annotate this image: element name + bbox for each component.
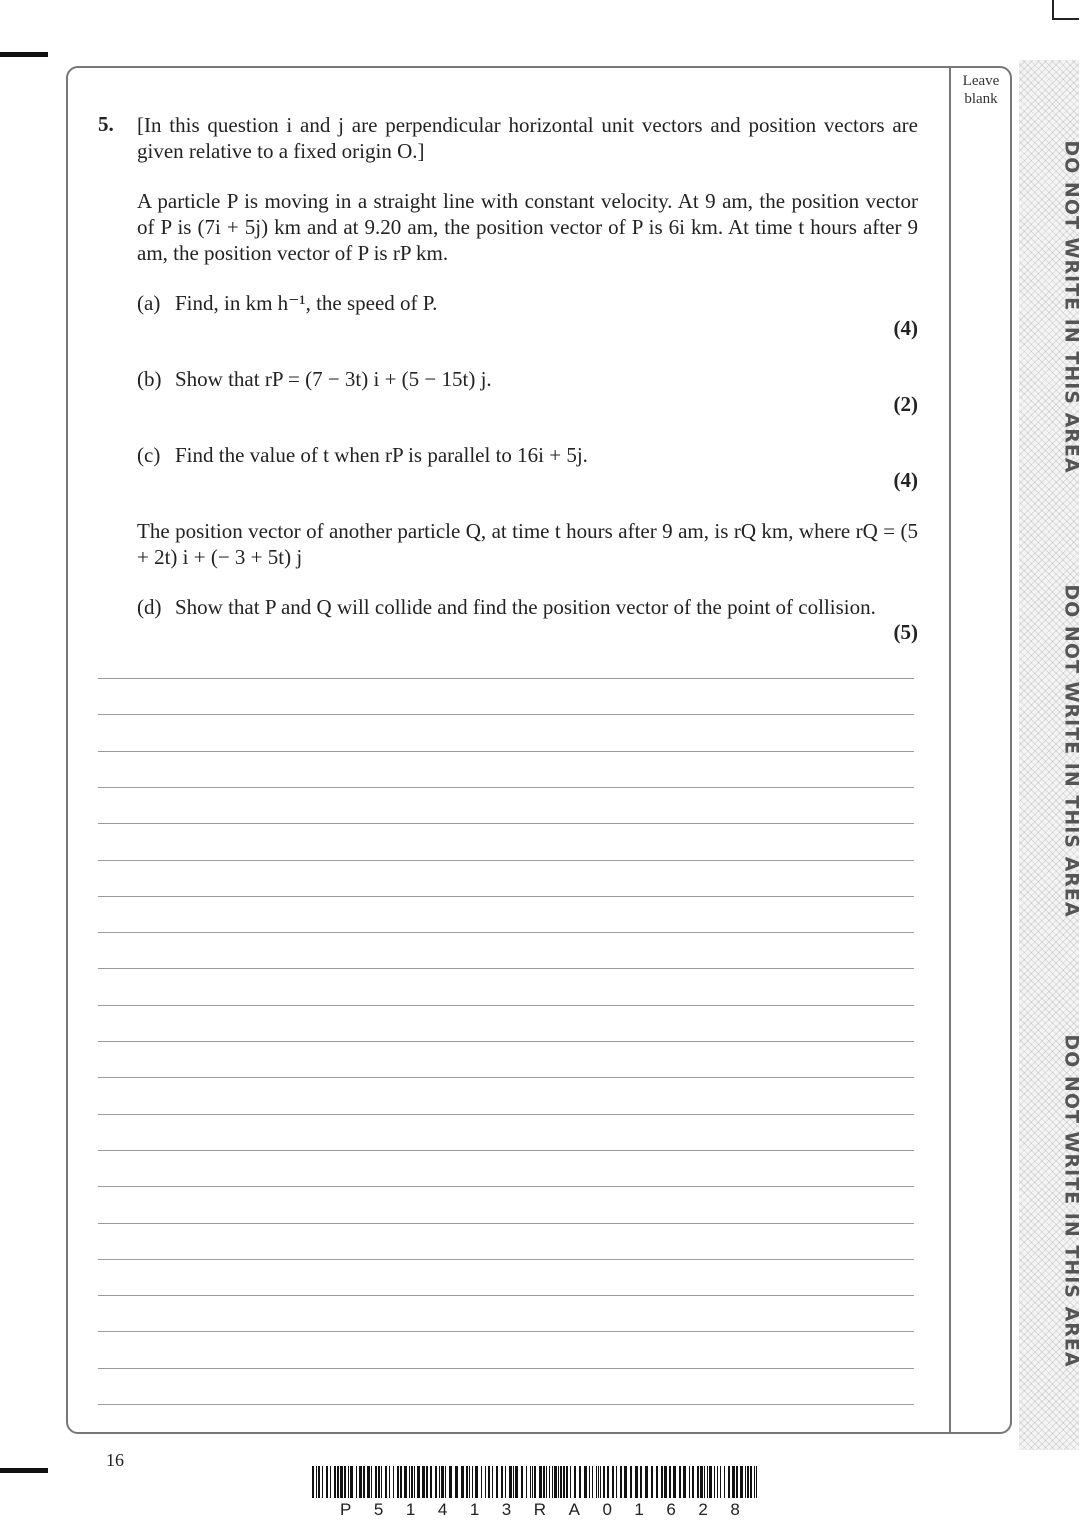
barcode	[312, 1466, 762, 1498]
barcode-bar	[683, 1466, 686, 1498]
barcode-bar	[445, 1466, 446, 1498]
barcode-bar	[664, 1466, 667, 1498]
barcode-bar	[747, 1466, 749, 1498]
answer-line[interactable]	[98, 1114, 914, 1115]
barcode-bar	[441, 1466, 444, 1498]
answer-line[interactable]	[98, 1404, 914, 1405]
barcode-bar	[700, 1466, 703, 1498]
barcode-digit: 3	[501, 1500, 512, 1519]
answer-line[interactable]	[98, 1077, 914, 1078]
barcode-digit: 1	[405, 1500, 416, 1519]
part-c	[137, 442, 918, 468]
barcode-bar	[600, 1466, 601, 1498]
question-intro	[137, 188, 918, 266]
do-not-write-label-2: DO NOT WRITE IN THIS AREA	[1060, 584, 1083, 918]
part-c-label: (c)	[137, 443, 161, 467]
barcode-bar	[439, 1466, 440, 1498]
barcode-bar	[509, 1466, 512, 1498]
barcode-bar	[417, 1466, 420, 1498]
barcode-bar	[740, 1466, 743, 1498]
answer-line[interactable]	[98, 1223, 914, 1224]
barcode-bar	[661, 1466, 663, 1498]
barcode-bar	[598, 1466, 599, 1498]
barcode-bar	[732, 1466, 735, 1498]
barcode-bar	[389, 1466, 390, 1498]
barcode-bar	[750, 1466, 752, 1498]
barcode-bar	[689, 1466, 690, 1498]
barcode-bar	[616, 1466, 617, 1498]
part-b-label: (b)	[137, 367, 162, 391]
barcode-bar	[344, 1466, 346, 1498]
barcode-bar	[492, 1466, 493, 1498]
barcode-bar	[375, 1466, 377, 1498]
answer-line[interactable]	[98, 823, 914, 824]
leave-blank-column-divider	[949, 67, 951, 1433]
barcode-bar	[472, 1466, 473, 1498]
answer-line[interactable]	[98, 1041, 914, 1042]
barcode-bar	[426, 1466, 428, 1498]
part-a-marks: (4)	[893, 316, 918, 340]
leave-blank-text: Leave blank	[962, 73, 1000, 107]
barcode-digit: 2	[698, 1500, 708, 1519]
barcode-digit: 6	[666, 1500, 676, 1519]
barcode-digit: 8	[730, 1500, 740, 1519]
answer-line[interactable]	[98, 714, 914, 715]
part-a-label: (a)	[137, 291, 161, 315]
barcode-bar	[411, 1466, 413, 1498]
part-c-marks: (4)	[893, 468, 918, 492]
barcode-bar	[717, 1466, 718, 1498]
barcode-bar	[312, 1466, 314, 1498]
part-d-text: Show that P and Q will collide and find the position vector of the point of collision.	[175, 595, 876, 619]
barcode-bar	[651, 1466, 653, 1498]
barcode-bar	[656, 1466, 658, 1498]
barcode-bar	[707, 1466, 708, 1498]
answer-line[interactable]	[98, 932, 914, 933]
barcode-bar	[673, 1466, 676, 1498]
barcode-bar	[378, 1466, 380, 1498]
answer-line[interactable]	[98, 896, 914, 897]
part-b-marks: (2)	[893, 392, 918, 416]
answer-line[interactable]	[98, 1331, 914, 1332]
question-number: 5.	[98, 112, 114, 136]
part-d	[137, 594, 918, 620]
barcode-bar	[461, 1466, 464, 1498]
barcode-bar	[334, 1466, 336, 1498]
answer-line[interactable]	[98, 968, 914, 969]
barcode-bar	[475, 1466, 478, 1498]
barcode-bar	[466, 1466, 468, 1498]
barcode-bar	[692, 1466, 694, 1498]
particle-q-text: The position vector of another particle Q, at time t hours after 9 am, is rQ km, where rQ = (5 + 2t) i + (− 3 + 5t) j	[137, 519, 918, 569]
barcode-digit: 1	[634, 1500, 644, 1519]
barcode-bar	[635, 1466, 638, 1498]
barcode-bar	[709, 1466, 712, 1498]
barcode-bar	[728, 1466, 730, 1498]
answer-line[interactable]	[98, 1259, 914, 1260]
barcode-bar	[367, 1466, 370, 1498]
barcode-bar	[363, 1466, 365, 1498]
barcode-bar	[552, 1466, 553, 1498]
barcode-bar	[385, 1466, 387, 1498]
barcode-bar	[371, 1466, 372, 1498]
barcode-bar	[560, 1466, 562, 1498]
barcode-bar	[322, 1466, 323, 1498]
registration-mark-bottom	[0, 1468, 48, 1473]
barcode-bar	[393, 1466, 394, 1498]
barcode-digit: 4	[437, 1500, 448, 1519]
answer-line[interactable]	[98, 787, 914, 788]
part-d-marks: (5)	[893, 620, 918, 644]
barcode-bar	[381, 1466, 382, 1498]
particle-q-statement	[137, 518, 918, 570]
barcode-bar	[724, 1466, 725, 1498]
barcode-bar	[546, 1466, 547, 1498]
barcode-digit: A	[568, 1500, 580, 1519]
barcode-bar	[414, 1466, 415, 1498]
barcode-bar	[532, 1466, 533, 1498]
barcode-bar	[455, 1466, 458, 1498]
part-a	[137, 290, 918, 316]
barcode-bar	[356, 1466, 357, 1498]
barcode-bar	[488, 1466, 490, 1498]
do-not-write-label-1: DO NOT WRITE IN THIS AREA	[1060, 140, 1083, 474]
barcode-bar	[534, 1466, 536, 1498]
barcode-bar	[563, 1466, 565, 1498]
barcode-bar	[318, 1466, 320, 1498]
barcode-digit: 1	[469, 1500, 480, 1519]
barcode-bar	[543, 1466, 545, 1498]
barcode-bar	[469, 1466, 470, 1498]
barcode-bar	[624, 1466, 627, 1498]
barcode-digit: 5	[373, 1500, 384, 1519]
question-preamble-text: [In this question i and j are perpendicular horizontal unit vectors and position vectors are given relative to a fixed origin O.]	[137, 113, 918, 163]
question-intro-text: A particle P is moving in a straight line with constant velocity. At 9 am, the position vector of P is (7i + 5j) km and at 9.20 am, the position vector of P is 6i km. At time t hours after 9 am, the position vector of P is rP km.	[137, 189, 918, 265]
answer-line[interactable]	[98, 1150, 914, 1151]
page-number: 16	[106, 1450, 124, 1470]
crop-mark-vertical	[1052, 0, 1054, 20]
barcode-bar	[530, 1466, 531, 1498]
barcode-bar	[645, 1466, 648, 1498]
answer-line[interactable]	[98, 751, 914, 752]
barcode-bar	[409, 1466, 410, 1498]
barcode-bar	[558, 1466, 559, 1498]
answer-line[interactable]	[98, 1005, 914, 1006]
barcode-bar	[337, 1466, 339, 1498]
barcode-bar	[704, 1466, 705, 1498]
barcode-bar	[640, 1466, 642, 1498]
barcode-bar	[348, 1466, 349, 1498]
barcode-bar	[485, 1466, 486, 1498]
barcode-bar	[435, 1466, 437, 1498]
barcode-bar	[316, 1466, 317, 1498]
barcode-bar	[570, 1466, 571, 1498]
answer-line[interactable]	[98, 1186, 914, 1187]
part-d-label: (d)	[137, 595, 162, 619]
barcode-bar	[505, 1466, 506, 1498]
answer-line[interactable]	[98, 1295, 914, 1296]
barcode-bar	[496, 1466, 498, 1498]
barcode-bar	[589, 1466, 590, 1498]
barcode-bar	[539, 1466, 542, 1498]
barcode-digit: 0	[602, 1500, 612, 1519]
barcode-bar	[607, 1466, 609, 1498]
barcode-bar	[549, 1466, 550, 1498]
part-b	[137, 366, 918, 392]
barcode-bar	[697, 1466, 699, 1498]
barcode-bar	[584, 1466, 587, 1498]
barcode-bar	[430, 1466, 432, 1498]
do-not-write-label-3: DO NOT WRITE IN THIS AREA	[1060, 1034, 1083, 1368]
barcode-digit: P	[340, 1500, 352, 1519]
barcode-bar	[404, 1466, 407, 1498]
barcode-bar	[630, 1466, 632, 1498]
barcode-bar	[756, 1466, 757, 1498]
barcode-bar	[350, 1466, 353, 1498]
barcode-bar	[481, 1466, 482, 1498]
barcode-bar	[612, 1466, 614, 1498]
registration-mark-top	[0, 52, 48, 57]
question-preamble	[137, 112, 918, 164]
barcode-digit: R	[533, 1500, 547, 1519]
barcode-bar	[526, 1466, 527, 1498]
barcode-bar	[603, 1466, 605, 1498]
barcode-bar	[501, 1466, 503, 1498]
barcode-bar	[745, 1466, 746, 1498]
barcode-bar	[736, 1466, 738, 1498]
barcode-bar	[515, 1466, 518, 1498]
barcode-bar	[521, 1466, 523, 1498]
part-c-text: Find the value of t when rP is parallel to 16i + 5j.	[175, 443, 588, 467]
barcode-bar	[397, 1466, 399, 1498]
barcode-bar	[513, 1466, 514, 1498]
barcode-bar	[669, 1466, 671, 1498]
barcode-digits	[340, 1500, 740, 1520]
answer-line[interactable]	[98, 860, 914, 861]
barcode-bar	[720, 1466, 721, 1498]
answer-line[interactable]	[98, 678, 914, 679]
barcode-bar	[579, 1466, 581, 1498]
barcode-bar	[596, 1466, 597, 1498]
barcode-bar	[679, 1466, 681, 1498]
barcode-bar	[330, 1466, 331, 1498]
barcode-bar	[326, 1466, 328, 1498]
part-a-text: Find, in km h⁻¹, the speed of P.	[175, 291, 438, 315]
barcode-bar	[422, 1466, 425, 1498]
answer-line[interactable]	[98, 1368, 914, 1369]
barcode-bar	[574, 1466, 576, 1498]
barcode-bar	[400, 1466, 402, 1498]
barcode-bar	[554, 1466, 557, 1498]
part-b-text: Show that rP = (7 − 3t) i + (5 − 15t) j.	[175, 367, 492, 391]
barcode-bar	[359, 1466, 362, 1498]
leave-blank-label	[953, 72, 1009, 108]
crop-mark-horizontal	[1052, 18, 1079, 20]
barcode-bar	[566, 1466, 568, 1498]
barcode-bar	[592, 1466, 593, 1498]
barcode-bar	[714, 1466, 715, 1498]
barcode-bar	[620, 1466, 622, 1498]
barcode-bar	[754, 1466, 755, 1498]
barcode-bar	[449, 1466, 452, 1498]
barcode-bar	[340, 1466, 343, 1498]
